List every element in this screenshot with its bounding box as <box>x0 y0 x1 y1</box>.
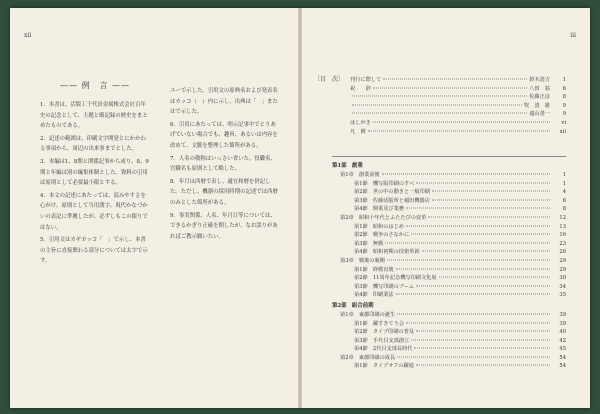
toc-section-row <box>332 345 566 354</box>
toc-entry-page: 16 <box>559 232 566 239</box>
toc-section-row <box>332 248 566 257</box>
toc-entry-title: 第1節 昭和のはじめ <box>354 223 404 230</box>
toc-intro-row <box>350 76 566 85</box>
toc-entry-page: 29 <box>559 266 566 273</box>
toc-entry-title: 第2節 世の中の動きと一般印刷 <box>354 189 430 196</box>
toc-entry-title: 刊行に際して <box>350 77 382 83</box>
left-page <box>10 8 298 408</box>
toc-entry-title: 祝 辞 <box>350 85 371 92</box>
toc-chapter-row <box>332 214 566 223</box>
toc-entry-page: 40 <box>559 329 566 336</box>
note-paragraph: 4．本文の記述にあたっては、読みやすさを心がけ、原則として当用漢字、現代かなづかいの表記に準拠したが、必ずしもこの限りではない。 <box>40 192 148 231</box>
note-paragraph: 9．事実関係、人名、年月日等については、できるかぎり正確を期したが、なお誤りがあればご教示願いたい。 <box>170 212 278 240</box>
toc-entry-author: 遠山善一 <box>529 111 550 118</box>
toc-leader-dots <box>416 331 550 332</box>
toc-entry-page: 34 <box>559 283 566 290</box>
toc-entry-title: 第1節 機写版印刷のすべ <box>354 180 415 187</box>
toc-leader-dots <box>414 348 550 349</box>
toc-leader-dots <box>422 251 550 252</box>
toc-leader-dots <box>396 294 550 295</box>
toc-entry-page: xii <box>559 128 566 135</box>
toc-section-row <box>332 180 566 189</box>
toc-intro-row <box>350 102 566 111</box>
note-paragraph: ユーで示した。引用文の原典名および発表名はカッコ（ ）内に示し、出典は「 」またはで示した。 <box>170 88 278 116</box>
toc-entry-page: 54 <box>559 363 566 370</box>
toc-section-row <box>332 205 566 214</box>
toc-entry-title: 凡 例 <box>350 128 366 135</box>
toc-section-row <box>332 240 566 249</box>
toc-entry-title: 第1章 創業前後 <box>340 172 380 178</box>
toc-leader-dots <box>368 130 550 131</box>
toc-leader-dots <box>439 277 550 278</box>
toc-entry-author: 牧 清 雄 <box>524 102 550 109</box>
note-paragraph: 2．記述の範囲は、印刷文字開発とにかかわる事項から、周辺の出来事までとした。 <box>40 135 146 153</box>
toc-leader-dots <box>385 242 550 243</box>
note-paragraph: 1．本書は、活版工千代田金属株式会社百年史の記念として、主題と略記録の歴史をまとめたものである。 <box>40 102 148 130</box>
toc-entry-title: 第3節 佐藤活版所と稲田機器店 <box>354 197 430 204</box>
toc-intro-row <box>350 128 566 137</box>
toc-chapter-row <box>332 171 566 180</box>
toc-intro-row <box>350 110 566 119</box>
right-page <box>302 8 590 408</box>
notes-column-2 <box>170 86 280 244</box>
toc-intro-row <box>350 119 566 128</box>
toc-entry-page: 8 <box>562 206 566 213</box>
toc-entry-page: 1 <box>562 180 566 187</box>
toc-entry-page: vi <box>561 119 566 126</box>
toc-entry-title: 第3節 無戦 <box>354 240 384 247</box>
toc-entry-title: 第3節 手代目支部創立 <box>354 337 410 344</box>
toc-entry-title: 第1節 タイプオフの躍進 <box>354 363 414 370</box>
toc-leader-dots <box>411 339 550 340</box>
toc-leader-dots <box>387 259 550 260</box>
toc-entry-page: 12 <box>559 214 566 221</box>
toc-leader-dots <box>416 365 550 366</box>
toc-entry-title: 第2章 昭和十年代とふたたびの変革 <box>340 214 427 221</box>
toc-entry-page: 6 <box>562 85 566 92</box>
right-page-number: ⅲ <box>570 32 576 39</box>
toc-entry-title: 第4節 2代目支部長時代 <box>354 346 413 353</box>
toc-entry-title: はしがき <box>350 119 371 126</box>
toc-entry-title: 第1章 東都印刷の誕生 <box>340 311 396 318</box>
toc-main-list <box>332 160 566 371</box>
note-paragraph: 8．年月は西暦で表し、適宜和暦を併記した。ただし、機器の採用時期の記述では西暦のみとした箇所がある。 <box>170 178 278 206</box>
toc-entry-page: 42 <box>559 337 566 344</box>
toc-part-heading: 第1部 創業 <box>332 163 363 169</box>
toc-entry-page: 13 <box>559 223 566 230</box>
toc-leader-dots <box>411 234 550 235</box>
toc-leader-dots <box>352 96 527 97</box>
toc-intro-list <box>350 76 566 136</box>
toc-leader-dots <box>383 79 527 80</box>
toc-section-row <box>332 291 566 300</box>
toc-chapter-row <box>332 257 566 266</box>
toc-entry-page: 9 <box>562 102 566 109</box>
toc-leader-dots <box>397 356 550 357</box>
toc-entry-author: 鈴木清吉 <box>529 77 550 83</box>
toc-leader-dots <box>352 104 522 105</box>
toc-section-row <box>332 188 566 197</box>
toc-section-row <box>332 197 566 206</box>
toc-chapter-row <box>332 354 566 363</box>
note-paragraph: 7．人名の敬称はいっさい省いた。役職名、官職名も原則として略した。 <box>170 155 276 173</box>
note-paragraph: 5．引用文はカギカッコ「 」で示し、本書の主旨に直接関わる部分については太字で示す。 <box>40 237 148 265</box>
notes-column-1 <box>40 100 150 269</box>
toc-leader-dots <box>406 225 550 226</box>
toc-leader-dots <box>373 121 550 122</box>
toc-intro-row <box>350 85 566 94</box>
toc-entry-page: 30 <box>559 275 566 282</box>
toc-leader-dots <box>416 182 550 183</box>
toc-entry-page: 45 <box>559 346 566 353</box>
toc-entry-title: 第2節 タイプ印刷の普及 <box>354 329 415 336</box>
toc-entry-page: 29 <box>559 257 566 264</box>
toc-entry-page: 39 <box>559 311 566 318</box>
toc-entry-page: 1 <box>562 172 566 178</box>
toc-leader-dots <box>397 313 550 314</box>
page-heading: —— 例 言 —— <box>59 81 131 90</box>
toc-intro-row <box>350 93 566 102</box>
toc-leader-dots <box>432 191 550 192</box>
toc-section-row <box>332 328 566 337</box>
note-paragraph: 3．本編は1、8期と関係記事から成り、8、9期と年編は別の編集体制とした。資料の引用は原則として必要最小限とする。 <box>40 158 149 187</box>
toc-entry-title: 第4節 開業及び業務 <box>354 206 404 213</box>
toc-entry-page: 1 <box>562 77 566 83</box>
toc-entry-title: 第1節 終戦直後 <box>354 266 394 273</box>
toc-entry-page: 6 <box>562 197 566 204</box>
toc-leader-dots <box>373 87 527 88</box>
toc-entry-title: 第3章 戦後の裏側 <box>340 257 385 264</box>
toc-entry-title: 第3節 機写印刷のブーム <box>354 283 415 290</box>
toc-entry-page: 54 <box>559 354 566 361</box>
toc-leader-dots <box>352 113 527 114</box>
toc-chapter-row <box>332 311 566 320</box>
toc-entry-page: 4 <box>562 189 566 196</box>
toc-section-row <box>332 274 566 283</box>
toc-leader-dots <box>432 199 550 200</box>
toc-section-row <box>332 223 566 232</box>
toc-section-row <box>332 337 566 346</box>
toc-entry-page: 35 <box>559 292 566 299</box>
toc-leader-dots <box>406 208 550 209</box>
note-paragraph: 6．引用にあたっては、明示記事中でとりあげていない場合でも、趣旨、あるいは内容を改めて、文脈を整理した箇所がある。 <box>170 121 278 149</box>
toc-entry-page: 39 <box>559 320 566 327</box>
toc-divider <box>332 156 566 157</box>
toc-entry-title: 第2節 11周年記念機写印刷文化展 <box>354 275 437 282</box>
toc-entry-page: 23 <box>559 240 566 247</box>
toc-section-row <box>332 320 566 329</box>
toc-leader-dots <box>396 268 550 269</box>
toc-section-row <box>332 362 566 371</box>
toc-section-row <box>332 266 566 275</box>
toc-entry-title: 第2節 戦争のさなかに <box>354 232 410 239</box>
toc-leader-dots <box>416 285 550 286</box>
toc-section-row <box>332 231 566 240</box>
toc-entry-page: 26 <box>559 249 566 256</box>
toc-entry-title: 第4節 昭和初期の技術革新 <box>354 249 420 256</box>
toc-leader-dots <box>406 322 550 323</box>
toc-leader-dots <box>428 216 550 217</box>
toc-entry-page: 8 <box>562 94 566 101</box>
toc-part-heading: 第2部 組合前期 <box>332 302 374 309</box>
toc-leader-dots <box>382 174 550 175</box>
toc-entry-title: 第1節 躍すきてう会 <box>354 320 404 327</box>
left-page-number: xii <box>24 32 32 39</box>
toc-section-row <box>332 283 566 292</box>
book-spread <box>10 8 590 408</box>
toc-entry-page: 9 <box>562 111 566 118</box>
toc-entry-author: 佐藤正彦 <box>529 94 550 101</box>
toc-entry-title: 第2章 東都印刷の成長 <box>340 354 396 361</box>
toc-entry-author: 八田 翁 <box>529 85 550 92</box>
toc-entry-title: 第4節 印刷業法 <box>354 292 394 299</box>
toc-label: 〔目 次〕 <box>314 76 345 83</box>
